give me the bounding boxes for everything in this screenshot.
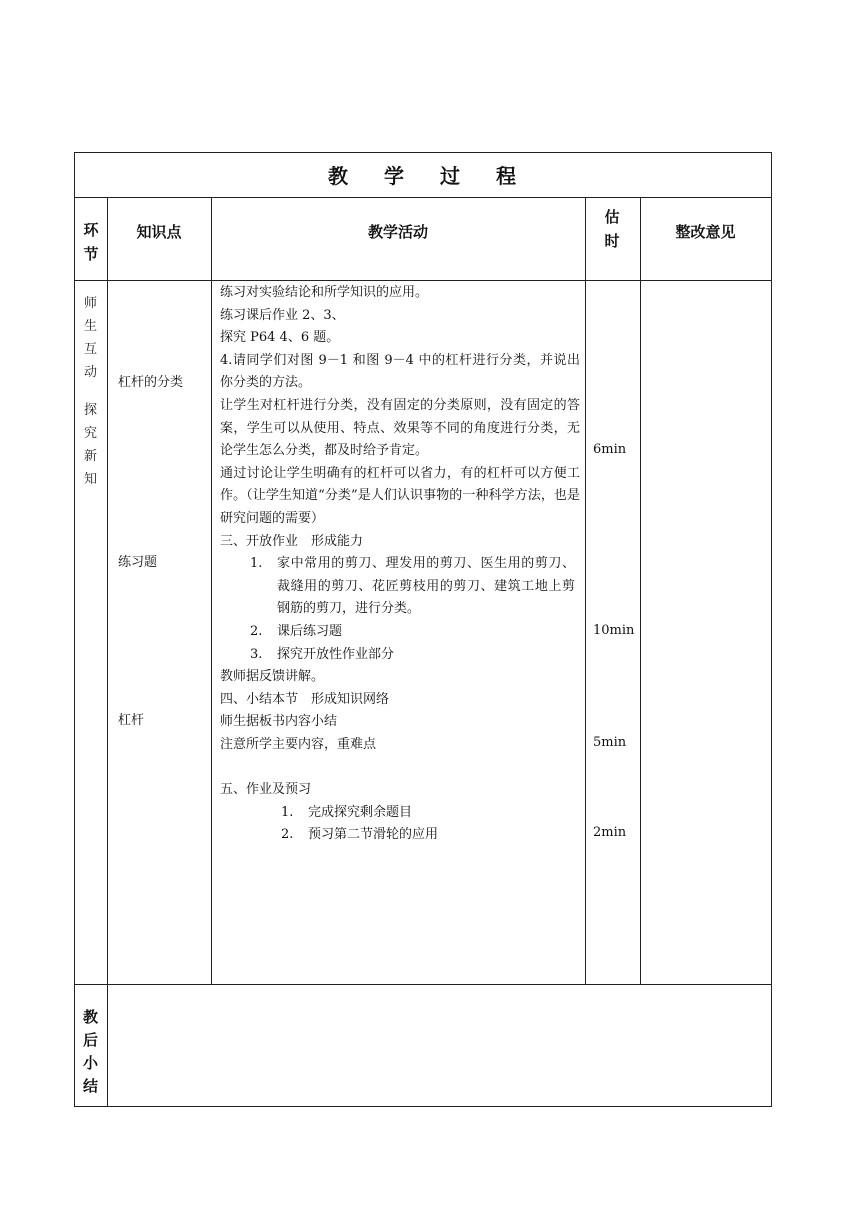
- section-char: 探: [83, 403, 97, 418]
- column-divider-time: [640, 197, 641, 985]
- title-char: 教: [328, 163, 350, 188]
- list-number: 1.: [281, 804, 294, 820]
- section-label-explore: [74, 399, 107, 491]
- table-border-bottom: [74, 1106, 772, 1107]
- activity-line: 注意所学主要内容，重难点: [220, 736, 377, 752]
- header-revision: [640, 197, 771, 267]
- activity-line: 师生据板书内容小结: [220, 714, 338, 730]
- activity-line: 练习对实验结论和所学知识的应用。: [220, 285, 429, 300]
- list-text: 预习第二节滑轮的应用: [308, 827, 439, 843]
- activity-line: 让学生对杠杆进行分类，没有固定的分类原则，没有固定的答案，学生可以从使用、特点、效果等不同的角度进行分类，无论学生怎么分类，都及时给予肯定。: [220, 397, 580, 459]
- footer-char: 小: [82, 1054, 98, 1072]
- title-char: 学: [384, 163, 406, 188]
- section-char: 知: [83, 472, 97, 487]
- homework-item-2: [220, 824, 580, 847]
- footer-char: 教: [82, 1008, 98, 1026]
- header-section-text: 环节: [83, 221, 99, 263]
- header-revision-text: 整改意见: [675, 223, 736, 241]
- section-char: 师: [83, 296, 97, 311]
- list-number: 2.: [281, 827, 294, 843]
- time-estimate: 6min: [593, 442, 627, 457]
- section-char: 动: [83, 365, 97, 380]
- table-title: [74, 152, 772, 196]
- header-knowledge-text: 知识点: [136, 223, 182, 241]
- homework-item-1: [220, 802, 580, 825]
- title-char: 过: [440, 163, 462, 188]
- time-estimate: 2min: [593, 825, 627, 840]
- list-text: 家中常用的剪刀、理发用的剪刀、医生用的剪刀、裁缝用的剪刀、花匠剪枝用的剪刀、建筑工地上剪钢筋的剪刀，进行分类。: [277, 556, 575, 617]
- footer-char: 结: [82, 1077, 98, 1095]
- list-number: 2.: [250, 623, 263, 639]
- column-divider-activity: [585, 197, 586, 985]
- section-char: 新: [83, 449, 97, 464]
- blank-line: [220, 756, 580, 779]
- teaching-activities: [220, 282, 580, 847]
- list-number: 1.: [250, 556, 263, 572]
- open-task-item-1: [220, 553, 580, 621]
- time-estimate: 10min: [593, 623, 635, 638]
- section-char: 互: [83, 342, 97, 357]
- time-estimate: 5min: [593, 735, 627, 750]
- section-char: 生: [83, 319, 97, 334]
- section-label-interaction: [74, 292, 107, 384]
- footer-char: 后: [82, 1031, 98, 1049]
- knowledge-point-lever-classification: 杠杆的分类: [118, 375, 184, 390]
- table-border-right: [771, 152, 772, 1107]
- activity-line: 教师据反馈讲解。: [220, 669, 325, 685]
- list-text: 课后练习题: [277, 623, 343, 639]
- activity-line: 通过讨论让学生明确有的杠杆可以省力，有的杠杆可以方便工作。（让学生知道“分类”是人们认识事物的一种科学方法，也是研究问题的需要）: [220, 465, 580, 526]
- header-section: [80, 218, 102, 266]
- open-task-item-3: [220, 644, 580, 667]
- list-text: 完成探究剩余题目: [308, 804, 413, 820]
- title-char: 程: [496, 163, 518, 188]
- activity-line: 练习课后作业 2、3、: [220, 307, 345, 323]
- section-char: 究: [83, 426, 97, 441]
- list-number: 3.: [250, 646, 263, 662]
- open-task-item-2: [220, 621, 580, 644]
- post-lesson-summary-label: [74, 1006, 107, 1098]
- activity-line: 4.请同学们对图 9－1 和图 9－4 中的杠杆进行分类，并说出你分类的方法。: [220, 352, 580, 391]
- list-text: 探究开放性作业部分: [277, 646, 395, 662]
- header-time-text: 估时: [604, 208, 620, 250]
- header-activity: [211, 197, 585, 267]
- header-time: [601, 205, 623, 253]
- column-divider-knowledge: [211, 197, 212, 985]
- activity-line: 探究 P64 4、6 题。: [220, 330, 340, 346]
- activity-line: 三、开放作业 形成能力: [220, 533, 364, 549]
- knowledge-point-lever: 杠杆: [118, 713, 145, 728]
- knowledge-point-exercises: 练习题: [118, 555, 158, 570]
- activity-line: 四、小结本节 形成知识网络: [220, 691, 390, 707]
- header-row-divider: [74, 280, 772, 281]
- header-knowledge: [107, 197, 211, 267]
- activity-line: 五、作业及预习: [220, 782, 312, 798]
- column-divider-section: [107, 197, 108, 1107]
- header-activity-text: 教学活动: [367, 223, 428, 241]
- body-row-divider: [74, 984, 772, 985]
